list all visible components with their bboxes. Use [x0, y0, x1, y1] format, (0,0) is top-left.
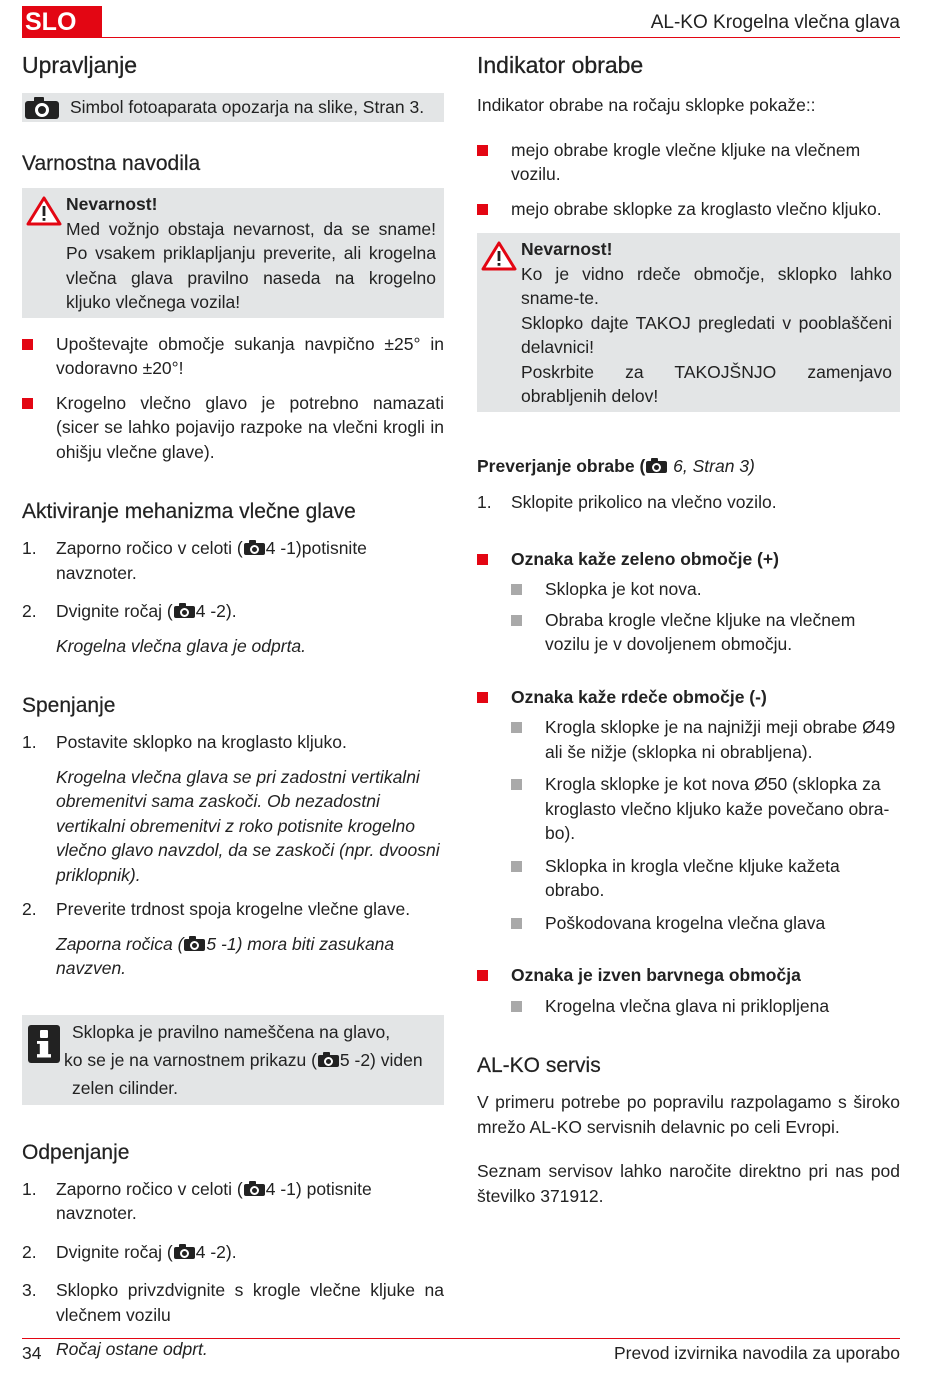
list-item: Krogelna vlečna glava ni priklopljena [511, 994, 900, 1019]
danger-box [22, 188, 444, 318]
list-item: Krogla sklopke je kot nova Ø50 (sklopka za kroglasto vlečno kljuko kaže povečano obra-bo). [511, 772, 900, 846]
indicator-sublist [511, 577, 900, 657]
language-tag: SLO [22, 6, 102, 38]
info-line-3: zelen cilinder. [72, 1077, 179, 1098]
safety-list [22, 332, 444, 465]
step-item [22, 730, 444, 755]
page-number: 34 [22, 1343, 42, 1363]
step-number: 1. [477, 492, 492, 512]
wear-check-title-ref: 6, Stran 3) [673, 455, 755, 476]
indicator-group [477, 963, 900, 988]
section-title-spenjanje: Spenjanje [22, 694, 116, 717]
list-item: Upoštevajte območje sukanja navpično ±25° in vodoravno ±20°! [22, 332, 444, 381]
service-paragraph-2: Seznam servisov lahko naročite direktno pri nas pod številko 371912. [477, 1161, 900, 1206]
coupling-step1-result: Krogelna vlečna glava se pri zadostni vertikalni obremenitvi sama zaskoči. Ob nezadostni vertikalni obremenitvi z roko potisnite krogelno vlečno glavo navzdol, da se zaskoči (npr. dvoosni priklopnik). [56, 766, 440, 885]
info-box [22, 1015, 444, 1105]
danger-line-2: Sklopko dajte TAKOJ pregledati v pooblaščeni delavnici! [521, 312, 892, 357]
step-text-pre: Zaporno ročico v celoti ( [56, 1178, 243, 1199]
step-text-ref: 4 -1)potisnite navznoter. [56, 538, 367, 583]
camera-icon [318, 1052, 339, 1067]
group-label: Oznaka kaže zeleno območje (+) [477, 547, 900, 572]
indicator-sublist [511, 715, 900, 935]
list-item: Poškodovana krogelna vlečna glava [511, 911, 900, 936]
step-text: Postavite sklopko na kroglasto kljuko. [56, 732, 347, 752]
camera-icon [244, 540, 265, 555]
wear-check-title [477, 454, 900, 479]
camera-icon [244, 1181, 265, 1196]
coupling-step2-result [22, 932, 444, 981]
camera-note [22, 93, 444, 122]
step-number: 1. [22, 732, 37, 752]
step-text-post: 4 -1) potisnite navznoter. [56, 1178, 372, 1223]
wear-check-steps [477, 490, 900, 515]
step-item [22, 1278, 444, 1327]
indicator-group [477, 685, 900, 710]
footer-rule [22, 1338, 900, 1339]
activation-result: Krogelna vlečna glava je odprta. [56, 635, 307, 656]
camera-icon [174, 1244, 195, 1259]
step-text: Preverite trdnost spoja krogelne vlečne glave. [56, 899, 411, 919]
wear-check-title-pre: Preverjanje obrabe ( [477, 455, 646, 476]
coupling-steps-2 [22, 897, 444, 922]
step-item [22, 1177, 444, 1226]
list-item: Sklopka in krogla vlečne kljuke kažeta obrabo. [511, 854, 900, 903]
step-number: 2. [22, 1241, 37, 1262]
info-line-2-post: 5 -2) viden [339, 1049, 423, 1070]
right-column [477, 50, 900, 1208]
step-item [477, 490, 900, 515]
group-label: Oznaka kaže rdeče območje (-) [477, 685, 900, 710]
camera-icon [184, 936, 205, 951]
step-text-pre: Zaporno ročico v celoti ( [56, 538, 243, 558]
step-text-ref: 4 -2). [195, 601, 237, 621]
step-text: Sklopite prikolico na vlečno vozilo. [511, 492, 777, 512]
result-text-post: 5 -1) mora biti zasukana navzven. [56, 933, 395, 978]
step-text: Sklopko privzdvignite s krogle vlečne kljuke na vlečnem vozilu [56, 1280, 444, 1325]
step-item [22, 536, 444, 585]
step-text-pre: Dvignite ročaj ( [56, 1241, 173, 1262]
step-item [22, 897, 444, 922]
service-paragraph-1: V primeru potrebe po popravilu razpolagamo s široko mrežo AL-KO servisnih delavnic po celi Evropi. [477, 1092, 900, 1137]
indicator-sublist [511, 994, 900, 1019]
list-item: Krogla sklopke je na najnižji meji obrabe Ø49 ali še nižje (sklopka ni obrabljena). [511, 715, 900, 764]
danger-heading: Nevarnost! [66, 194, 158, 214]
camera-icon [174, 603, 195, 618]
section-title-upravljanje: Upravljanje [22, 52, 138, 78]
step-text-pre: Dvignite ročaj ( [56, 601, 173, 621]
indicator-list [477, 138, 900, 222]
danger-text: Med vožnjo obstaja nevarnost, da se sname! Po vsakem priklapljanju preverite, ali krogelna vlečna glava pravilno naseda na krogelno kljuko vlečnega vozila! [66, 218, 436, 312]
uncoupling-steps [22, 1177, 444, 1328]
group-label: Oznaka je izven barvnega območja [477, 963, 900, 988]
section-title-servis: AL-KO servis [477, 1054, 601, 1077]
list-item: Krogelno vlečno glavo je potrebno namazati (sicer se lahko pojavijo razpoke na vlečni krogli in ohišju vlečne glave). [22, 391, 444, 465]
info-line-2-pre: ko se je na varnostnem prikazu ( [64, 1049, 317, 1070]
list-item: Obraba krogle vlečne kljuke na vlečnem vozilu je v dovoljenem območju. [511, 608, 900, 657]
info-line-2 [64, 1046, 423, 1074]
footer-text: Prevod izvirnika navodila za uporabo [614, 1343, 900, 1363]
step-number: 2. [22, 601, 37, 621]
warning-triangle-icon [26, 196, 62, 226]
warning-triangle-icon [481, 241, 517, 271]
danger-box [477, 233, 900, 412]
left-column [22, 50, 444, 1362]
danger-line-3: Poskrbite za TAKOJŠNJO zamenjavo obrabljenih delov! [521, 361, 892, 406]
step-number: 3. [22, 1280, 37, 1300]
result-text-pre: Zaporna ročica ( [56, 933, 184, 954]
section-title-odpenjanje: Odpenjanje [22, 1140, 130, 1164]
camera-icon [646, 458, 667, 473]
indicator-intro: Indikator obrabe na ročaju sklopke pokaže:: [477, 95, 816, 115]
camera-note-text: Simbol fotoaparata opozarja na slike, Stran 3. [70, 97, 425, 118]
section-title-indikator: Indikator obrabe [477, 52, 644, 78]
indicator-group [477, 547, 900, 572]
step-text-post: 4 -2). [195, 1241, 237, 1262]
section-title-varnost: Varnostna navodila [22, 152, 201, 175]
danger-heading: Nevarnost! [521, 239, 613, 259]
step-item [22, 599, 444, 624]
list-item: mejo obrabe sklopke za kroglasto vlečno kljuko. [477, 197, 900, 222]
coupling-steps [22, 730, 444, 755]
camera-icon [25, 97, 59, 119]
list-item: mejo obrabe krogle vlečne kljuke na vlečnem vozilu. [477, 138, 900, 187]
document-title: AL-KO Krogelna vlečna glava [650, 12, 900, 33]
step-number: 2. [22, 899, 37, 919]
step-number: 1. [22, 538, 37, 558]
activation-steps [22, 536, 444, 624]
danger-line-1: Ko je vidno rdeče območje, sklopko lahko sname-te. [521, 263, 892, 308]
header-rule [102, 37, 900, 38]
step-item [22, 1240, 444, 1265]
step-number: 1. [22, 1178, 37, 1199]
list-item: Sklopka je kot nova. [511, 577, 900, 602]
uncoupling-result: Ročaj ostane odprt. [56, 1339, 208, 1359]
section-title-aktiviranje: Aktiviranje mehanizma vlečne glave [22, 500, 356, 523]
info-line-1: Sklopka je pravilno nameščena na glavo, [72, 1021, 391, 1042]
info-icon [28, 1025, 60, 1063]
